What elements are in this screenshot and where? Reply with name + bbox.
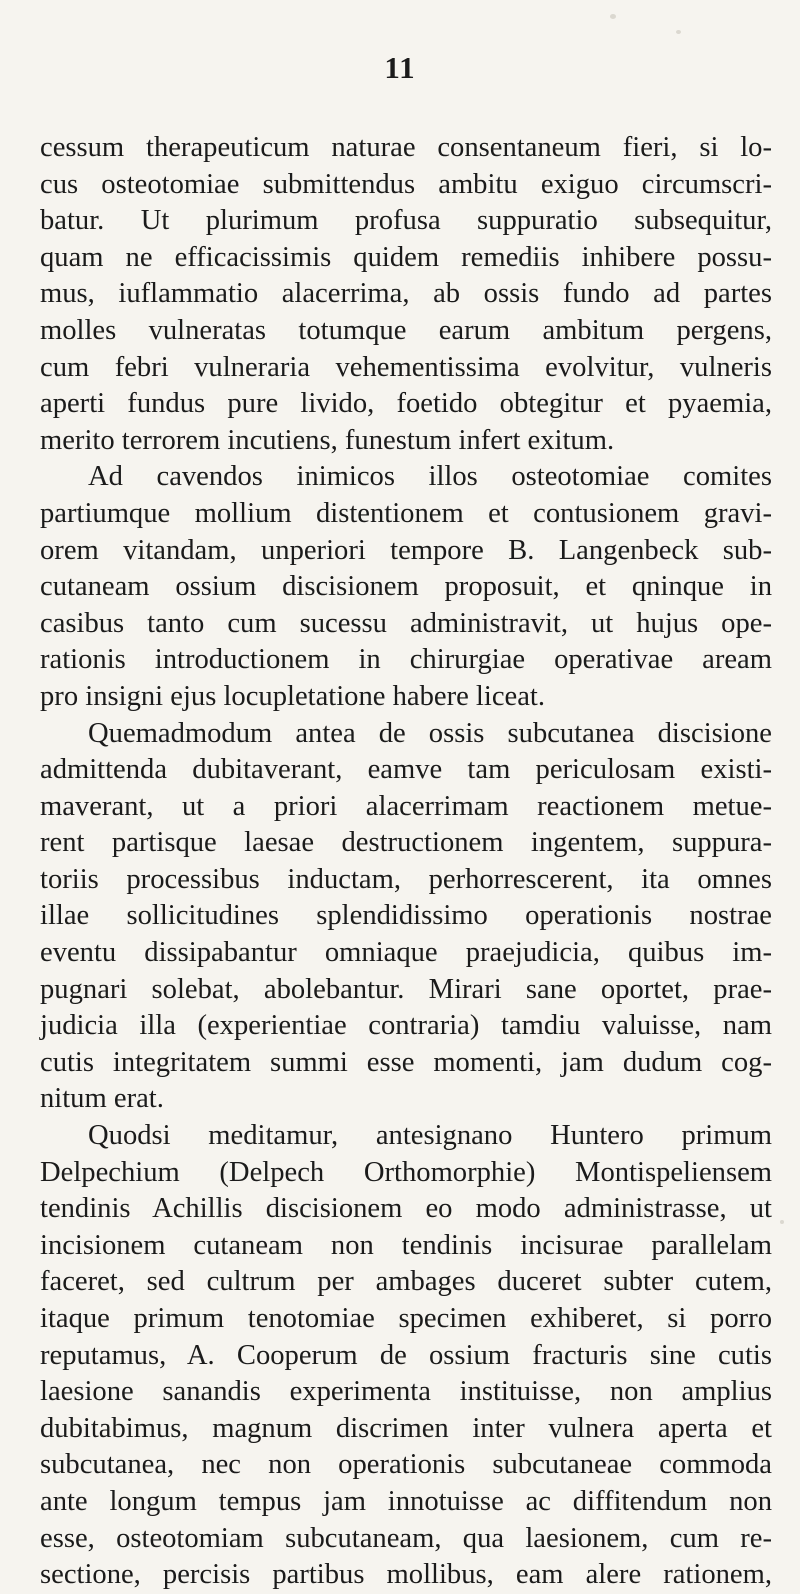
text-line: cessum therapeuticum naturae consentaneum fieri, si lo-: [40, 132, 772, 163]
text-line: incisionem cutaneam non tendinis incisurae parallelam: [40, 1229, 772, 1261]
text-line: mus, iuflammatio alacerrima, ab ossis fundo ad partes: [40, 278, 772, 310]
text-line: faceret, sed cultrum per ambages duceret subter cutem,: [40, 1266, 772, 1298]
text-line: judicia illa (experientiae contraria) tamdiu valuisse, nam: [40, 1010, 772, 1042]
text-line: laesione sanandis experimenta instituisse, non amplius: [40, 1376, 772, 1408]
text-line: reputamus, A. Cooperum de ossium fracturis sine cutis: [40, 1339, 772, 1371]
text-line: ante longum tempus jam innotuisse ac diffitendum non: [40, 1485, 772, 1517]
page-number: 11: [384, 50, 416, 85]
text-line: cutaneam ossium discisionem proposuit, et qninque in: [40, 571, 772, 603]
text-line: aperti fundus pure livido, foetido obtegitur et pyaemia,: [40, 388, 772, 420]
text-line: Quemadmodum antea de ossis subcutanea discisione: [88, 717, 772, 749]
text-line: pugnari solebat, abolebantur. Mirari sane oportet, prae-: [40, 973, 772, 1005]
text-line: cum febri vulneraria vehementissima evolvitur, vulneris: [40, 351, 772, 383]
body-text: [40, 130, 772, 1594]
text-line: tendinis Achillis discisionem eo modo administrasse, ut: [40, 1193, 772, 1225]
text-line: nitum erat.: [40, 1083, 164, 1115]
text-line: toriis processibus inductam, perhorrescerent, ita omnes: [40, 863, 772, 895]
text-line: pro insigni ejus locupletatione habere liceat.: [40, 680, 545, 712]
text-line: quam ne efficacissimis quidem remediis inhibere possu-: [40, 241, 772, 273]
text-line: Ad cavendos inimicos illos osteotomiae comites: [88, 461, 772, 493]
text-line: molles vulneratas totumque earum ambitum pergens,: [40, 314, 772, 346]
text-line: batur. Ut plurimum profusa suppuratio subsequitur,: [40, 205, 772, 237]
text-line: rent partisque laesae destructionem ingentem, suppura-: [40, 827, 772, 859]
paper-speck: [610, 14, 616, 19]
paper-speck: [780, 1220, 784, 1224]
text-line: rationis introductionem in chirurgiae operativae aream: [40, 644, 772, 676]
text-line: Delpechium (Delpech Orthomorphie) Montispeliensem: [40, 1156, 772, 1188]
text-line: dubitabimus, magnum discrimen inter vulnera aperta et: [40, 1412, 772, 1444]
text-line: sectione, percisis partibus mollibus, eam alere rationem,: [40, 1559, 772, 1591]
text-line: orem vitandam, unperiori tempore B. Langenbeck sub-: [40, 534, 772, 566]
text-line: Quodsi meditamur, antesignano Huntero primum: [88, 1120, 772, 1152]
text-line: admittenda dubitaverant, eamve tam periculosam existi-: [40, 754, 772, 786]
text-line: itaque primum tenotomiae specimen exhiberet, si porro: [40, 1303, 772, 1334]
text-line: illae sollicitudines splendidissimo operationis nostrae: [40, 900, 772, 932]
text-line: casibus tanto cum sucessu administravit, ut hujus ope-: [40, 607, 772, 639]
text-line: cus osteotomiae submittendus ambitu exiguo circumscri-: [40, 168, 772, 200]
text-line: subcutanea, nec non operationis subcutaneae commoda: [40, 1449, 772, 1481]
text-line: cutis integritatem summi esse momenti, jam dudum cog-: [40, 1046, 772, 1078]
text-line: maverant, ut a priori alacerrimam reactionem metue-: [40, 790, 772, 822]
text-line: eventu dissipabantur omniaque praejudicia, quibus im-: [40, 937, 772, 969]
text-line: merito terrorem incutiens, funestum infert exitum.: [40, 424, 615, 456]
text-line: partiumque mollium distentionem et contusionem gravi-: [40, 497, 772, 529]
paper-speck: [676, 30, 681, 34]
text-line: esse, osteotomiam subcutaneam, qua laesionem, cum re-: [40, 1522, 772, 1554]
